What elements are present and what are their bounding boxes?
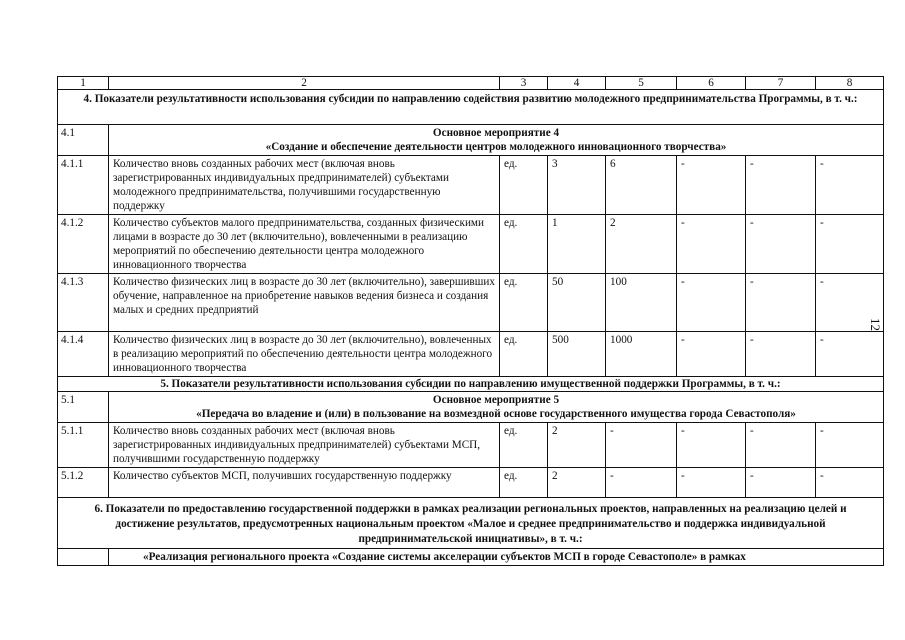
value-cell: 2 [548, 423, 606, 468]
value-cell: 6 [606, 156, 677, 215]
column-header: 4 [548, 77, 606, 90]
row-number: 4.1.2 [58, 215, 109, 274]
value-cell: - [746, 156, 816, 215]
subsection-number: 5.1 [58, 392, 109, 423]
unit-cell: ед. [500, 274, 548, 332]
section-heading: 5. Показатели результативности использования субсидии по направлению имущественной поддержки Программы, в т. ч.: [58, 377, 884, 392]
column-header: 1 [58, 77, 109, 90]
column-header: 5 [606, 77, 677, 90]
table-row [58, 274, 884, 332]
value-cell: - [677, 274, 746, 332]
value-cell: - [816, 332, 884, 377]
value-cell: - [816, 468, 884, 498]
value-cell: - [746, 423, 816, 468]
row-number: 4.1.3 [58, 274, 109, 332]
row-number: 5.1.2 [58, 468, 109, 498]
value-cell: - [816, 423, 884, 468]
value-cell: 2 [548, 468, 606, 498]
column-header: 6 [677, 77, 746, 90]
value-cell: - [677, 468, 746, 498]
subsection-name: «Передача во владение и (или) в пользование на возмездной основе государственного имущества города Севастополя» [196, 408, 796, 420]
indicator-text: Количество вновь созданных рабочих мест (включая вновь зарегистрированных индивидуальных предпринимателей) субъектами молодежного предпринимательства, получившими государственную поддержку [109, 156, 500, 215]
column-header: 7 [746, 77, 816, 90]
unit-cell: ед. [500, 215, 548, 274]
unit-cell: ед. [500, 156, 548, 215]
value-cell: 1000 [606, 332, 677, 377]
subsection-row [58, 125, 884, 156]
table-row [58, 215, 884, 274]
value-cell: - [606, 423, 677, 468]
indicator-text: Количество субъектов малого предпринимательства, созданных физическими лицами в возрасте до 30 лет (включительно), вовлеченными в реализацию мероприятий по обеспечению деятельности центра молодежного инновационного творчества [109, 215, 500, 274]
value-cell: 100 [606, 274, 677, 332]
value-cell: - [816, 215, 884, 274]
row-number: 4.1.1 [58, 156, 109, 215]
subsection-title: Основное мероприятие 4 [432, 127, 560, 139]
subsection-name: «Создание и обеспечение деятельности центров молодежного инновационного творчества» [265, 141, 727, 153]
indicator-text: Количество физических лиц в возрасте до 30 лет (включительно), завершивших обучение, направленное на приобретение навыков ведения бизнеса и создания малых и средних предприятий [109, 274, 500, 332]
value-cell: - [746, 468, 816, 498]
section-heading: 4. Показатели результативности использования субсидии по направлению содействия развитию молодежного предпринимательства Программы, в т. ч.: [58, 90, 884, 125]
value-cell: - [816, 274, 884, 332]
table-row [58, 423, 884, 468]
indicator-text: Количество физических лиц в возрасте до 30 лет (включительно), вовлеченных в реализацию мероприятий по обеспечению деятельности центра молодежного инновационного творчества [109, 332, 500, 377]
unit-cell: ед. [500, 423, 548, 468]
section-heading-row [58, 377, 884, 392]
unit-cell: ед. [500, 468, 548, 498]
column-number-row [58, 77, 884, 90]
column-header: 8 [816, 77, 884, 90]
value-cell: - [677, 156, 746, 215]
value-cell: 2 [606, 215, 677, 274]
indicator-text: Количество субъектов МСП, получивших государственную поддержку [109, 468, 500, 498]
indicator-text: Количество вновь созданных рабочих мест (включая вновь зарегистрированных индивидуальных предпринимателей) субъектами МСП, получившими государственную поддержку [109, 423, 500, 468]
document-page [57, 76, 883, 566]
subsection-title: Основное мероприятие 5 [432, 394, 560, 406]
table-row [58, 549, 884, 566]
subsection-number: 4.1 [58, 125, 109, 156]
page-number: 12 [868, 318, 883, 331]
value-cell: - [606, 468, 677, 498]
column-header: 3 [500, 77, 548, 90]
table-row [58, 156, 884, 215]
subsection-title-cell [109, 125, 884, 156]
section-heading-row [58, 90, 884, 125]
row-number [58, 549, 109, 566]
value-cell: - [677, 423, 746, 468]
table-row [58, 332, 884, 377]
value-cell: 1 [548, 215, 606, 274]
subsection-title-cell [109, 392, 884, 423]
value-cell: - [677, 332, 746, 377]
value-cell: 500 [548, 332, 606, 377]
subsection-row [58, 392, 884, 423]
value-cell: - [677, 215, 746, 274]
value-cell: - [746, 332, 816, 377]
value-cell: 50 [548, 274, 606, 332]
column-header: 2 [109, 77, 500, 90]
unit-cell: ед. [500, 332, 548, 377]
value-cell: - [746, 274, 816, 332]
value-cell: 3 [548, 156, 606, 215]
indicators-table [57, 76, 884, 566]
row-number: 4.1.4 [58, 332, 109, 377]
section-heading-row [58, 498, 884, 549]
value-cell: - [816, 156, 884, 215]
project-title: «Реализация регионального проекта «Создание системы акселерации субъектов МСП в городе Севастополе» в рамках [109, 549, 884, 566]
row-number: 5.1.1 [58, 423, 109, 468]
value-cell: - [746, 215, 816, 274]
table-row [58, 468, 884, 498]
section-heading: 6. Показатели по предоставлению государственной поддержки в рамках реализации региональных проектов, направленных на реализацию целей и достижение результатов, предусмотренных национальным проектом «Малое и среднее предпринимательство и поддержка индивидуальной предпринимательской инициативы», в т. ч.: [58, 498, 884, 549]
